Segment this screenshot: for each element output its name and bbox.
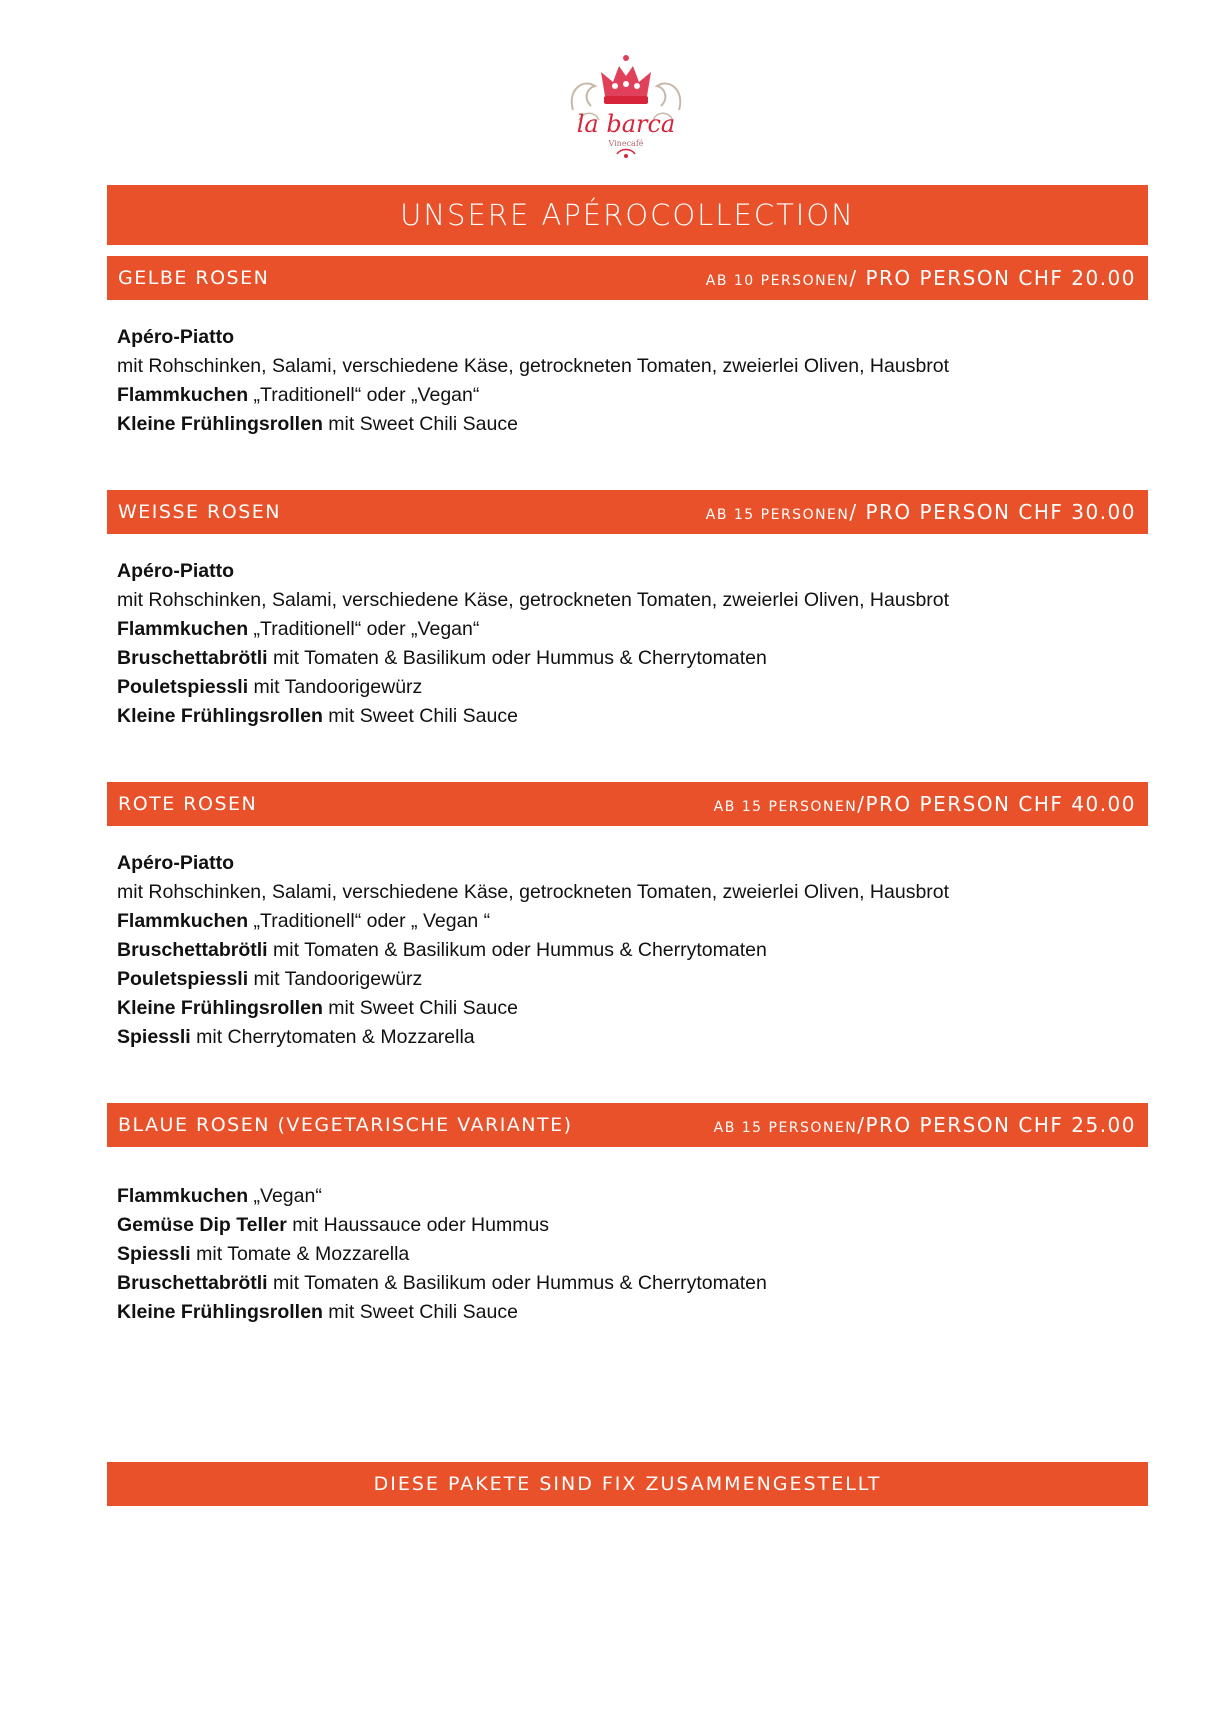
minimum-persons: AB 15 PERSONEN: [705, 507, 850, 523]
menu-item: Pouletspiessli mit Tandoorigewürz: [117, 968, 423, 990]
menu-item: Kleine Frühlingsrollen mit Sweet Chili Sauce: [117, 413, 518, 435]
menu-item: Spiessli mit Tomate & Mozzarella: [117, 1243, 410, 1265]
menu-item: Kleine Frühlingsrollen mit Sweet Chili Sauce: [117, 705, 518, 727]
section-items-weisse-rosen: [117, 557, 1137, 731]
menu-item: Bruschettabrötli mit Tomaten & Basilikum oder Hummus & Cherrytomaten: [117, 1272, 767, 1294]
menu-item: Flammkuchen „Traditionell“ oder „Vegan“: [117, 618, 480, 640]
menu-item: Kleine Frühlingsrollen mit Sweet Chili Sauce: [117, 1301, 518, 1323]
svg-text:la barca: la barca: [576, 110, 676, 138]
section-header-gelbe-rosen: [107, 256, 1148, 300]
price-per-person: / PRO PERSON CHF 30.00: [849, 500, 1136, 524]
menu-item: Bruschettabrötli mit Tomaten & Basilikum oder Hummus & Cherrytomaten: [117, 939, 767, 961]
section-price: [706, 500, 1136, 524]
page-title: UNSERE APÉROCOLLECTION: [400, 198, 855, 232]
menu-item: mit Rohschinken, Salami, verschiedene Käse, getrockneten Tomaten, zweierlei Oliven, Hausbrot: [117, 589, 950, 611]
section-items-rote-rosen: [117, 849, 1137, 1052]
menu-item: Flammkuchen „Traditionell“ oder „Vegan“: [117, 384, 480, 406]
section-items-blaue-rosen: [117, 1182, 1137, 1327]
price-per-person: / PRO PERSON CHF 20.00: [849, 266, 1136, 290]
section-name: GELBE ROSEN: [118, 267, 270, 289]
price-per-person: /PRO PERSON CHF 40.00: [857, 792, 1136, 816]
section-name: ROTE ROSEN: [118, 793, 258, 815]
menu-item: Apéro-Piatto: [117, 560, 234, 582]
menu-item: Flammkuchen „Vegan“: [117, 1185, 322, 1207]
la-barca-logo: [565, 50, 687, 162]
menu-item: mit Rohschinken, Salami, verschiedene Käse, getrockneten Tomaten, zweierlei Oliven, Hausbrot: [117, 355, 950, 377]
footer-bar: [107, 1462, 1148, 1506]
menu-item: Spiessli mit Cherrytomaten & Mozzarella: [117, 1026, 475, 1048]
minimum-persons: AB 10 PERSONEN: [705, 273, 850, 289]
minimum-persons: AB 15 PERSONEN: [713, 799, 858, 815]
price-per-person: /PRO PERSON CHF 25.00: [857, 1113, 1136, 1137]
page-title-bar: [107, 185, 1148, 245]
menu-item: mit Rohschinken, Salami, verschiedene Käse, getrockneten Tomaten, zweierlei Oliven, Hausbrot: [117, 881, 950, 903]
menu-item: Kleine Frühlingsrollen mit Sweet Chili Sauce: [117, 997, 518, 1019]
section-price: [714, 792, 1136, 816]
menu-item: Gemüse Dip Teller mit Haussauce oder Hummus: [117, 1214, 550, 1236]
footer-note: DIESE PAKETE SIND FIX ZUSAMMENGESTELLT: [373, 1473, 882, 1495]
crown-logo-icon: [565, 50, 687, 162]
menu-item: Apéro-Piatto: [117, 326, 234, 348]
section-header-rote-rosen: [107, 782, 1148, 826]
section-name: WEISSE ROSEN: [118, 501, 281, 523]
section-items-gelbe-rosen: [117, 323, 1137, 439]
menu-item: Apéro-Piatto: [117, 852, 234, 874]
minimum-persons: AB 15 PERSONEN: [713, 1120, 858, 1136]
svg-text:Vinecafé: Vinecafé: [608, 139, 644, 148]
section-name: BLAUE ROSEN (VEGETARISCHE VARIANTE): [118, 1114, 573, 1136]
menu-item: Bruschettabrötli mit Tomaten & Basilikum oder Hummus & Cherrytomaten: [117, 647, 767, 669]
section-header-weisse-rosen: [107, 490, 1148, 534]
menu-item: Pouletspiessli mit Tandoorigewürz: [117, 676, 423, 698]
section-header-blaue-rosen: [107, 1103, 1148, 1147]
section-price: [714, 1113, 1136, 1137]
menu-item: Flammkuchen „Traditionell“ oder „ Vegan “: [117, 910, 491, 932]
section-price: [706, 266, 1136, 290]
